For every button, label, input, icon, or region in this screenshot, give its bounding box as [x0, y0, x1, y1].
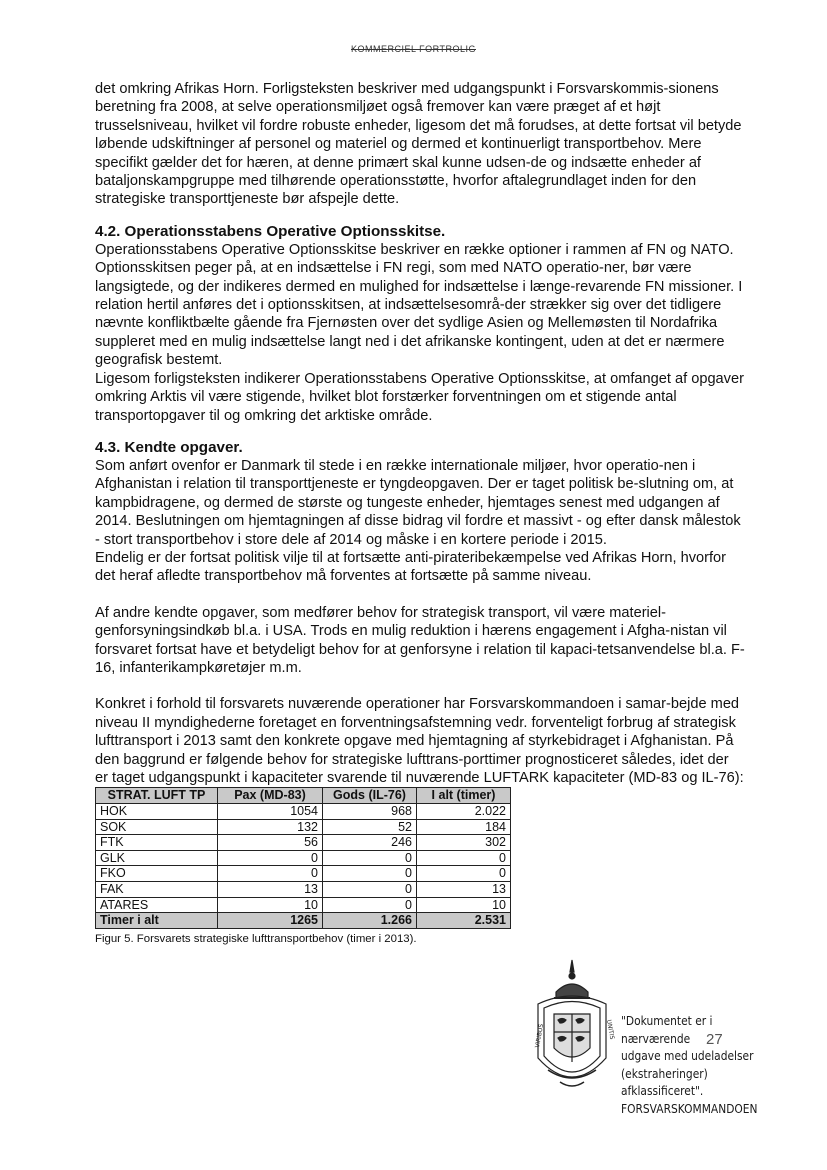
- table-cell: 0: [323, 881, 417, 897]
- table-cell: 302: [417, 835, 511, 851]
- section-heading-4-2: 4.2. Operationsstabens Operative Optionsskitse.: [95, 222, 446, 240]
- table-cell: 0: [417, 866, 511, 882]
- column-header: Pax (MD-83): [218, 788, 323, 804]
- page-number: 27: [706, 1031, 723, 1048]
- table-row: [96, 897, 511, 913]
- table-cell: 2.531: [417, 913, 511, 929]
- table-cell: 0: [417, 850, 511, 866]
- classification-header: KOMMERCIEL FORTROLIG: [350, 44, 476, 54]
- table-cell: 1.266: [323, 913, 417, 929]
- table-cell: 246: [323, 835, 417, 851]
- table-cell: 0: [323, 850, 417, 866]
- table-cell: 10: [417, 897, 511, 913]
- paragraph: Som anført ovenfor er Danmark til stede i en række internationale miljøer, hvor operatio-nen i Afghanistan i relation til transporttjeneste er tyngdeopgaven. Der er taget politisk be-slutning om, at kampbidragene, og dermed de største og tungeste enheder, hjemtages senest med udgangen af 2014. Beslutningen om hjemtagningen af disse bidrag vil fordre et massivt - og efter dansk målestok - stort transportbehov i store dele af 2014 og måske i en kortere periode i 2015.: [95, 457, 741, 548]
- stamp-line: (ekstraheringer) afklassificeret".: [621, 1065, 708, 1098]
- table-cell: 2.022: [417, 804, 511, 820]
- table-cell: FKO: [96, 866, 218, 882]
- table-total-row: [96, 913, 511, 929]
- table-cell: 0: [218, 850, 323, 866]
- paragraph: Endelig er der fortsat politisk vilje til at fortsætte anti-pirateribekæmpelse ved Afrikas Horn, hvorfor det heraf afledte transportbehov må forventes at fortsætte på samme niveau.: [95, 549, 727, 585]
- table-cell: 132: [218, 819, 323, 835]
- airlift-hours-table: [95, 787, 511, 928]
- table-cell: 968: [323, 804, 417, 820]
- table-cell: FAK: [96, 881, 218, 897]
- declassification-stamp: [621, 1012, 784, 1117]
- table-cell: 1054: [218, 804, 323, 820]
- paragraph: Operationsstabens Operative Optionsskitse beskriver en række optioner i rammen af FN og NATO. Optionsskitsen peger på, at en indsættelse i FN regi, som med NATO operatio-ner, bør være langsigtede, og der indikeres dermed en mulighed for indsættelse i længe-revarende FN missioner. I relation hertil anføres det i optionsskitsen, at indsættelsesområ-der strækker sig over det tidligere nævnte konfliktbælte gående fra Fjernøsten over det sydlige Asien og Mellemøsten til Nordafrika suppleret med en mulig indsættelse langt ned i det afrikanske kontingent, uden at det er nærmere geografisk bestemt.: [95, 241, 743, 369]
- section-heading-4-3: 4.3. Kendte opgaver.: [95, 438, 243, 456]
- table-cell: 10: [218, 897, 323, 913]
- table-cell: SOK: [96, 819, 218, 835]
- stamp-line: "Dokumentet er i nærværende: [621, 1013, 713, 1046]
- paragraph: Ligesom forligsteksten indikerer Operationsstabens Operative Optionsskitse, at omfanget af opgaver omkring Arktis vil være stigende, hvilket blot forstærker forventningen om et stigende antal transportopgaver til og omkring det arktiske område.: [95, 370, 744, 424]
- seal-left-text: VIRIBUS: [534, 1023, 546, 1049]
- table-cell: 0: [323, 897, 417, 913]
- figure-caption: Figur 5. Forsvarets strategiske lufttransportbehov (timer i 2013).: [95, 932, 417, 945]
- table-cell: 0: [323, 866, 417, 882]
- table-row: [96, 819, 511, 835]
- table-cell: 13: [417, 881, 511, 897]
- column-header: Gods (IL-76): [323, 788, 417, 804]
- table-row: [96, 850, 511, 866]
- table-row: [96, 866, 511, 882]
- stamp-line: FORSVARSKOMMANDOEN: [621, 1100, 758, 1116]
- stamp-line: udgave med udeladelser: [621, 1048, 754, 1063]
- table-cell: 52: [323, 819, 417, 835]
- table-cell: HOK: [96, 804, 218, 820]
- coat-of-arms-seal-icon: [530, 958, 615, 1108]
- table-cell: 184: [417, 819, 511, 835]
- document-body: [95, 80, 745, 948]
- table-cell: GLK: [96, 850, 218, 866]
- paragraph: det omkring Afrikas Horn. Forligsteksten beskriver med udgangspunkt i Forsvarskommis-sionens beretning fra 2008, at selve operationsmiljøet også fremover kan være præget af et højt trusselsniveau, hvilket vil fordre robuste enheder, ligesom det må forudses, at dette fortsat vil betyde løbende udskiftninger af personel og materiel og dermed et kontinuerligt transportbehov. Mere specifikt gælder det for hæren, at denne primært skal kunne udsen-de og indsætte enheder af bataljonskampgruppe med tilhørende operationsstøtte, hvorfor aftalegrundlaget inden for den strategiske transporttjeneste bør afspejle dette.: [95, 81, 742, 208]
- table-cell: Timer i alt: [96, 913, 218, 929]
- paragraph: Konkret i forhold til forsvarets nuværende operationer har Forsvarskommandoen i samar-bejde med niveau II myndighederne foretaget en forventningsafstemning vedr. forventeligt forbrug af strategisk lufttransport i 2013 samt den konkrete opgave med hjemtagning af styrkebidraget i Afghanistan. På den baggrund er følgende behov for strategiske lufttrans-porttimer prognosticeret således, idet der er taget udgangspunkt i kapaciteter svarende til nuværende LUFTARK kapaciteter (MD-83 og IL-76):: [95, 696, 744, 786]
- table-cell: FTK: [96, 835, 218, 851]
- table-row: [96, 881, 511, 897]
- table-cell: 0: [218, 866, 323, 882]
- column-header: I alt (timer): [417, 788, 511, 804]
- table-cell: 13: [218, 881, 323, 897]
- table-cell: ATARES: [96, 897, 218, 913]
- table-row: [96, 804, 511, 820]
- table-row: [96, 835, 511, 851]
- table-cell: 56: [218, 835, 323, 851]
- column-header: STRAT. LUFT TP: [96, 788, 218, 804]
- seal-right-text: UNITIS: [605, 1019, 615, 1040]
- table-header-row: [96, 788, 511, 804]
- table-cell: 1265: [218, 913, 323, 929]
- paragraph: Af andre kendte opgaver, som medfører behov for strategisk transport, vil være materiel-genforsyningsindkøb bl.a. i USA. Trods en mulig reduktion i hærens engagement i Afgha-nistan vil forsvaret fortsat have et betydeligt behov for at genforsyne i relation til kapaci-tetsanvendelse bl.a. F-16, infanterikampkøretøjer m.m.: [95, 604, 745, 676]
